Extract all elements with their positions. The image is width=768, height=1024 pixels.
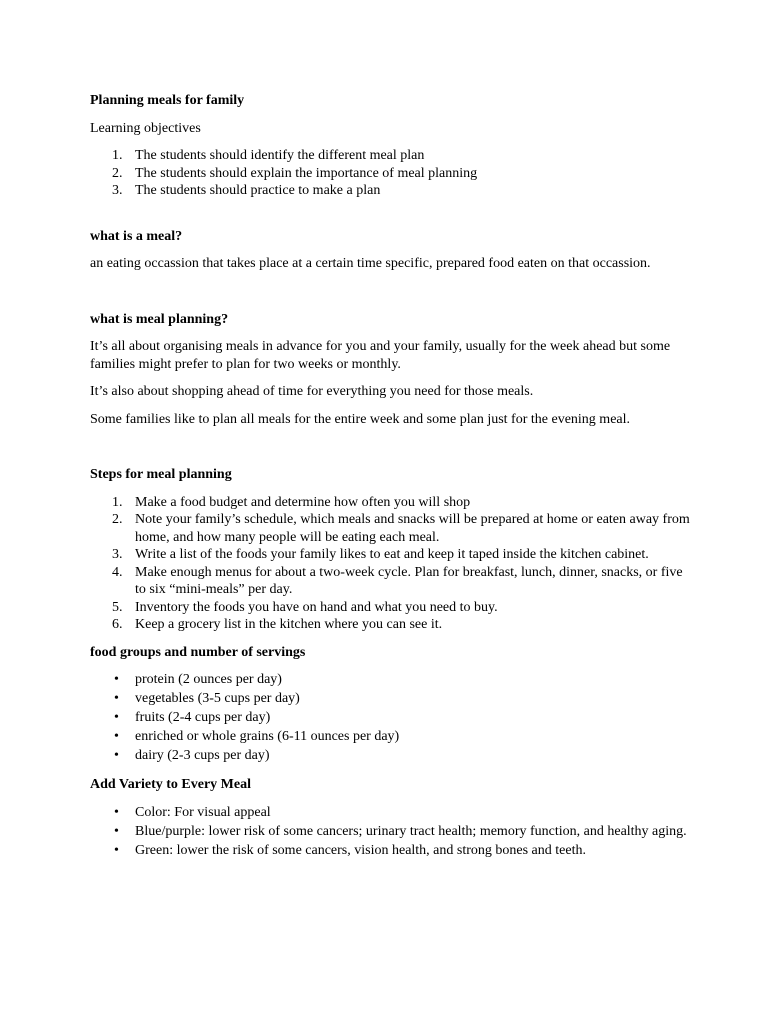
list-item xyxy=(90,804,690,822)
list-number: 5. xyxy=(112,599,123,615)
food-group-text: enriched or whole grains (6-11 ounces per day) xyxy=(135,729,400,744)
list-item xyxy=(90,165,690,183)
objectives-list xyxy=(90,147,690,200)
planning-paragraph: It’s also about shopping ahead of time for everything you need for those meals. xyxy=(90,384,534,399)
learning-objectives-label: Learning objectives xyxy=(90,120,201,136)
list-item xyxy=(90,616,690,634)
list-item xyxy=(90,599,690,617)
objective-text: The students should identify the different meal plan xyxy=(135,148,425,163)
bullet-icon: • xyxy=(114,729,119,744)
list-number: 1. xyxy=(112,494,123,510)
meal-heading: what is a meal? xyxy=(90,228,183,244)
list-number: 1. xyxy=(112,148,123,163)
bullet-icon: • xyxy=(114,710,119,725)
bullet-icon: • xyxy=(114,804,119,820)
food-groups-list xyxy=(90,671,690,765)
variety-text: Green: lower the risk of some cancers, vision health, and strong bones and teeth. xyxy=(135,842,586,858)
bullet-icon: • xyxy=(114,672,119,687)
page-title: Planning meals for family xyxy=(90,93,245,108)
list-number: 6. xyxy=(112,617,123,632)
step-text: Inventory the foods you have on hand and what you need to buy. xyxy=(135,599,498,615)
list-item xyxy=(90,494,690,512)
list-number: 4. xyxy=(112,564,123,580)
planning-heading: what is meal planning? xyxy=(90,311,229,327)
variety-list xyxy=(90,804,690,860)
list-item xyxy=(90,842,690,860)
bullet-icon: • xyxy=(114,842,119,858)
list-item xyxy=(90,747,690,765)
list-number: 2. xyxy=(112,512,123,527)
food-groups-heading: food groups and number of servings xyxy=(90,644,306,660)
step-text: Make enough menus for about a two-week cycle. Plan for breakfast, lunch, dinner, snacks, or five to six “mini-meals” per day. xyxy=(135,564,683,597)
list-item xyxy=(90,511,690,546)
document-page xyxy=(90,92,690,861)
objective-text: The students should explain the importance of meal planning xyxy=(135,165,478,181)
list-number: 3. xyxy=(112,547,123,562)
planning-paragraph: Some families like to plan all meals for the entire week and some plan just for the evening meal. xyxy=(90,411,631,427)
list-item xyxy=(90,564,690,599)
steps-heading: Steps for meal planning xyxy=(90,467,232,482)
list-item xyxy=(90,709,690,727)
meal-definition: an eating occassion that takes place at a certain time specific, prepared food eaten on that occassion. xyxy=(90,256,651,271)
list-number: 2. xyxy=(112,165,123,181)
variety-heading: Add Variety to Every Meal xyxy=(90,777,251,792)
step-text: Keep a grocery list in the kitchen where you can see it. xyxy=(135,617,443,632)
food-group-text: fruits (2-4 cups per day) xyxy=(135,710,271,725)
list-item xyxy=(90,823,690,841)
list-item xyxy=(90,728,690,746)
list-item xyxy=(90,690,690,708)
planning-paragraph: It’s all about organising meals in advance for you and your family, usually for the week ahead but some families might prefer to plan for two weeks or monthly. xyxy=(90,339,671,372)
food-group-text: protein (2 ounces per day) xyxy=(135,672,282,687)
step-text: Note your family’s schedule, which meals and snacks will be prepared at home or eaten away from home, and how many people will be eating each meal. xyxy=(135,512,690,545)
list-number: 3. xyxy=(112,183,123,198)
bullet-icon: • xyxy=(114,748,119,763)
steps-list xyxy=(90,494,690,634)
food-group-text: dairy (2-3 cups per day) xyxy=(135,748,270,763)
list-item xyxy=(90,182,690,200)
list-item xyxy=(90,147,690,165)
objective-text: The students should practice to make a plan xyxy=(135,183,381,198)
variety-text: Color: For visual appeal xyxy=(135,804,271,820)
variety-text: Blue/purple: lower risk of some cancers; urinary tract health; memory function, and healthy aging. xyxy=(135,823,687,839)
step-text: Make a food budget and determine how often you will shop xyxy=(135,494,471,510)
food-group-text: vegetables (3-5 cups per day) xyxy=(135,691,300,706)
list-item xyxy=(90,671,690,689)
bullet-icon: • xyxy=(114,691,119,706)
list-item xyxy=(90,546,690,564)
bullet-icon: • xyxy=(114,823,119,839)
step-text: Write a list of the foods your family likes to eat and keep it taped inside the kitchen cabinet. xyxy=(135,547,649,562)
